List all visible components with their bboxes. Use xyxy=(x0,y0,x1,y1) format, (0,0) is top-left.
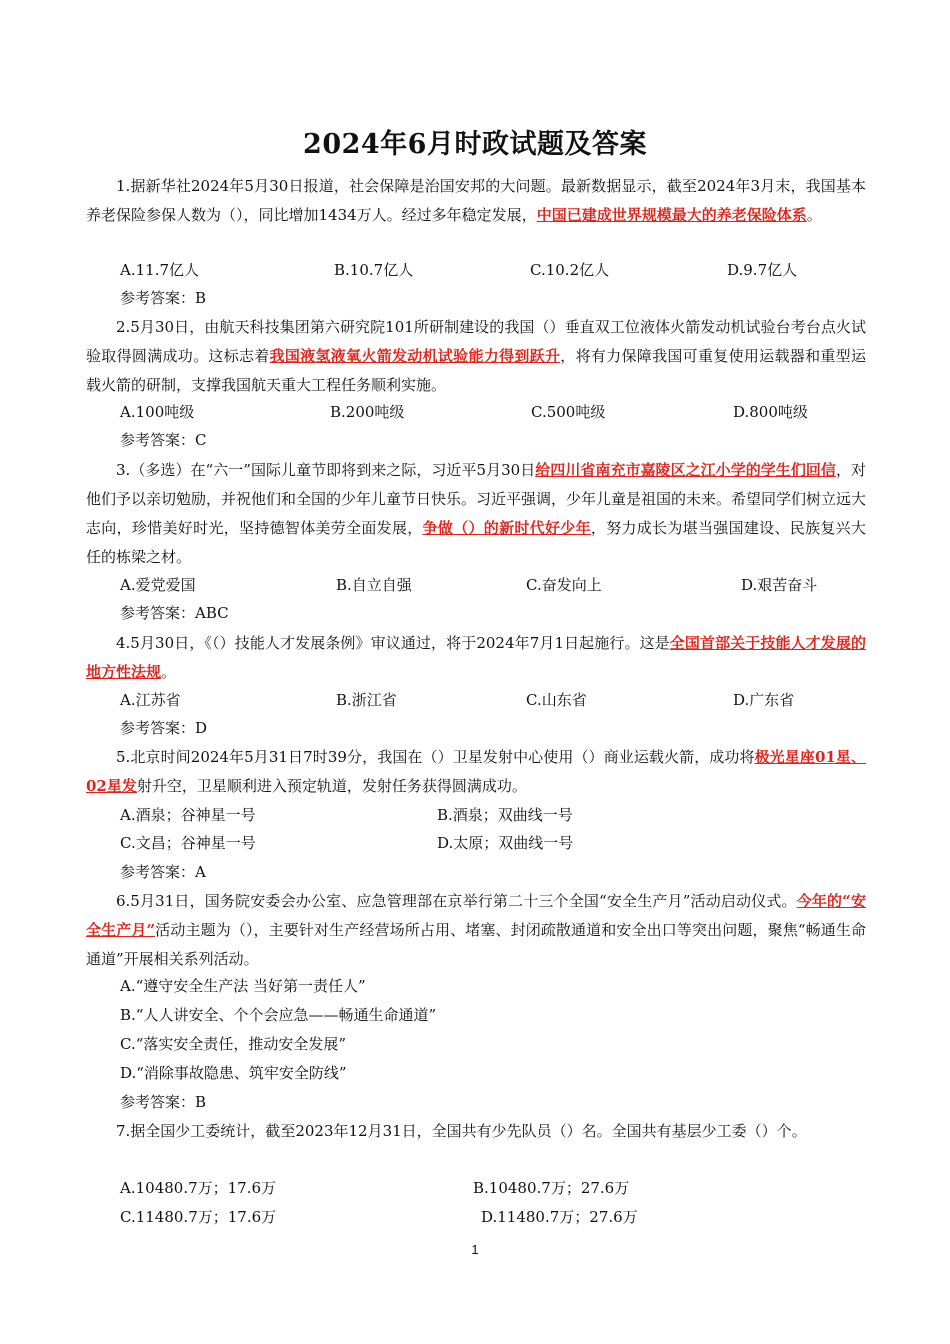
question-text: 3.（多选）在“六一”国际儿童节即将到来之际，习近平5月30日 xyxy=(116,461,536,479)
question-text: 活动主题为（），主要针对生产经营场所占用、堵塞、封闭疏散通道和安全出口等突出问题，聚焦“畅通生命通道”开展相关系列活动。 xyxy=(86,921,866,968)
question-text: 射升空，卫星顺利进入预定轨道，发射任务获得圆满成功。 xyxy=(136,777,527,795)
question-text: 。 xyxy=(806,206,822,224)
question-5 xyxy=(86,743,866,801)
question-text: 。 xyxy=(161,663,177,681)
option-c: C.10.2亿人 xyxy=(530,261,610,279)
answer: 参考答案：D xyxy=(120,719,208,737)
option-d: D.广东省 xyxy=(733,691,795,709)
option-a: A.爱党爱国 xyxy=(120,576,196,594)
highlight-text: 中国已建成世界规模最大的养老保险体系 xyxy=(536,206,807,224)
question-1 xyxy=(86,172,866,230)
option-a: A.100吨级 xyxy=(120,403,195,421)
question-2 xyxy=(86,313,866,400)
page-number: 1 xyxy=(471,1242,479,1257)
option-a: A.11.7亿人 xyxy=(120,261,199,279)
option-d: D.太原；双曲线一号 xyxy=(437,834,574,852)
question-3 xyxy=(86,456,866,572)
question-4 xyxy=(86,629,866,687)
option-a: A.江苏省 xyxy=(120,691,181,709)
question-text: 1.据新华社2024年5月30日报道，社会保障是治国安邦的大问题。最新数据显示，截至2024年3月末，我国基本养老保险参保人数为（），同比增加1434万人。经过多年稳定发展， xyxy=(86,177,866,224)
option-b: B.“人人讲安全、个个会应急——畅通生命通道” xyxy=(120,1006,437,1024)
question-text: ，将有力保障我国可重复使用运载器和重型运载火箭的研制，支撑我国航天重大工程任务顺利实施。 xyxy=(86,347,866,394)
option-c: C.11480.7万；17.6万 xyxy=(120,1208,277,1226)
question-text: 6.5月31日，国务院安委会办公室、应急管理部在京举行第二十三个全国“安全生产月”活动启动仪式。 xyxy=(116,892,797,910)
highlight-text: 极光星座01星、02星发 xyxy=(86,748,867,795)
option-b: B.10480.7万；27.6万 xyxy=(473,1179,630,1197)
question-text: ，努力成长为堪当强国建设、民族复兴大任的栋梁之材。 xyxy=(86,519,866,566)
option-b: B.200吨级 xyxy=(330,403,405,421)
option-d: D.9.7亿人 xyxy=(727,261,798,279)
option-b: B.酒泉；双曲线一号 xyxy=(437,806,573,824)
option-b: B.自立自强 xyxy=(336,576,412,594)
highlight-text: 我国液氢液氧火箭发动机试验能力得到跃升 xyxy=(269,347,561,365)
question-7 xyxy=(86,1117,866,1146)
answer: 参考答案：ABC xyxy=(120,604,229,622)
question-text: 4.5月30日，《（）技能人才发展条例》审议通过，将于2024年7月1日起施行。这是 xyxy=(116,634,670,652)
option-a: A.酒泉；谷神星一号 xyxy=(120,806,256,824)
question-6 xyxy=(86,887,866,974)
question-text: 5.北京时间2024年5月31日7时39分，我国在（）卫星发射中心使用（）商业运载火箭，成功将 xyxy=(116,748,755,766)
option-c: C.文昌；谷神星一号 xyxy=(120,834,256,852)
highlight-text: 争做（）的新时代好少年 xyxy=(422,519,591,537)
option-c: C.奋发向上 xyxy=(526,576,602,594)
highlight-text: 全国首部关于技能人才发展的地方性法规 xyxy=(86,634,866,681)
option-a: A.“遵守安全生产法 当好第一责任人” xyxy=(120,977,366,995)
option-d: D.“消除事故隐患、筑牢安全防线” xyxy=(120,1064,347,1082)
option-d: D.800吨级 xyxy=(733,403,808,421)
answer: 参考答案：B xyxy=(120,289,207,307)
option-b: B.浙江省 xyxy=(336,691,397,709)
page-title: 2024年6月时政试题及答案 xyxy=(303,129,647,160)
option-c: C.山东省 xyxy=(526,691,587,709)
option-b: B.10.7亿人 xyxy=(334,261,414,279)
option-d: D.艰苦奋斗 xyxy=(741,576,818,594)
question-text: ，对他们予以亲切勉励，并祝他们和全国的少年儿童节日快乐。习近平强调，少年儿童是祖国的未来。希望同学们树立远大志向，珍惜美好时光，坚持德智体美劳全面发展， xyxy=(86,461,867,537)
question-text: 7.据全国少工委统计，截至2023年12月31日，全国共有少先队员（）名。全国共有基层少工委（）个。 xyxy=(116,1122,807,1140)
highlight-text: 今年的“安全生产月” xyxy=(86,892,866,939)
option-c: C.500吨级 xyxy=(531,403,606,421)
answer: 参考答案：B xyxy=(120,1093,207,1111)
option-a: A.10480.7万；17.6万 xyxy=(120,1179,277,1197)
answer: 参考答案：A xyxy=(120,863,206,881)
answer: 参考答案：C xyxy=(120,431,207,449)
option-c: C.“落实安全责任，推动安全发展” xyxy=(120,1035,347,1053)
question-text: 2.5月30日，由航天科技集团第六研究院101所研制建设的我国（）垂直双工位液体火箭发动机试验台考台点火试验取得圆满成功。这标志着 xyxy=(86,318,866,365)
highlight-text: 给四川省南充市嘉陵区之江小学的学生们回信 xyxy=(535,461,836,479)
option-d: D.11480.7万；27.6万 xyxy=(481,1208,638,1226)
